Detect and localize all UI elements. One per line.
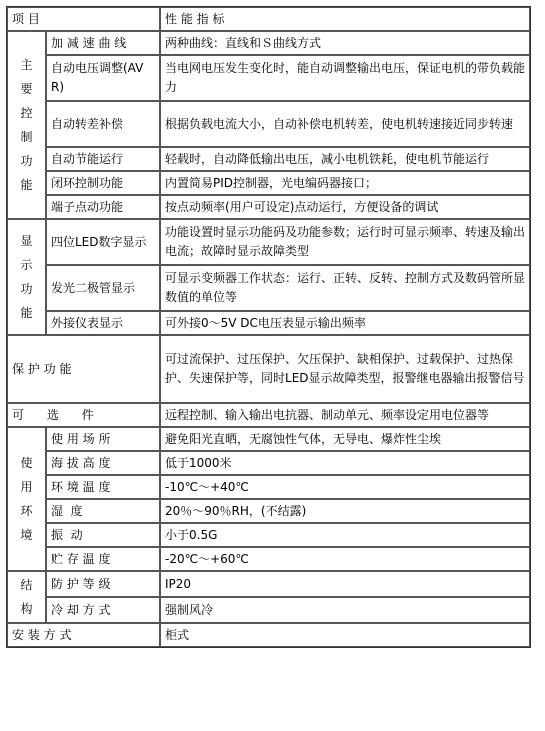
table-row [7,171,530,195]
table-row [7,427,530,451]
install-label: 安 装 方 式 [7,623,160,647]
table-row [7,403,530,427]
protection-label: 保 护 功 能 [7,335,160,403]
row-value: 当电网电压发生变化时，能自动调整输出电压，保证电机的带负载能力 [160,55,530,101]
table-row [7,451,530,475]
row-name: 自动电压调整(AVR) [46,55,160,101]
row-value: -20℃～+60℃ [160,547,530,571]
row-value: 内置简易PID控制器，光电编码器接口； [160,171,530,195]
table-row [7,219,530,265]
table-row [7,475,530,499]
group-label-structure: 结 构 [7,571,46,623]
table-row [7,335,530,403]
table-row [7,597,530,623]
spec-table [6,6,531,648]
table-row [7,147,530,171]
row-value: 两种曲线：直线和Ｓ曲线方式 [160,31,530,55]
row-name: 自动转差补偿 [46,101,160,147]
row-value: 强制风冷 [160,597,530,623]
protection-value: 可过流保护、过压保护、欠压保护、缺相保护、过载保护、过热保护、失速保护等，同时LED显示故障类型，报警继电器输出报警信号 [160,335,530,403]
row-name: 防 护 等 级 [46,571,160,597]
row-value: 根据负载电流大小，自动补偿电机转差，使电机转速接近同步转速 [160,101,530,147]
row-value: 避免阳光直晒，无腐蚀性气体，无导电、爆炸性尘埃 [160,427,530,451]
group-label-environment: 使 用 环 境 [7,427,46,571]
row-name: 外接仪表显示 [46,311,160,335]
table-row [7,499,530,523]
row-value: 可显示变频器工作状态：运行、正转、反转、控制方式及数码管所显数值的单位等 [160,265,530,311]
row-value: -10℃～+40℃ [160,475,530,499]
table-row [7,31,530,55]
row-name: 贮 存 温 度 [46,547,160,571]
row-value: 功能设置时显示功能码及功能参数；运行时可显示频率、转速及输出电流；故障时显示故障类型 [160,219,530,265]
row-name: 海 拔 高 度 [46,451,160,475]
header-spec: 性 能 指 标 [160,7,530,31]
optional-label: 可 选 件 [7,403,160,427]
row-name: 闭环控制功能 [46,171,160,195]
row-value: IP20 [160,571,530,597]
row-value: 按点动频率(用户可设定)点动运行，方便设备的调试 [160,195,530,219]
row-name: 振 动 [46,523,160,547]
table-row [7,571,530,597]
install-value: 柜式 [160,623,530,647]
table-row [7,523,530,547]
row-value: 低于1000米 [160,451,530,475]
row-name: 冷 却 方 式 [46,597,160,623]
table-row [7,101,530,147]
header-item: 项 目 [7,7,160,31]
row-name: 加 减 速 曲 线 [46,31,160,55]
row-name: 使 用 场 所 [46,427,160,451]
table-row [7,547,530,571]
group-label-main: 主 要 控 制 功 能 [7,31,46,219]
table-row [7,265,530,311]
table-row [7,311,530,335]
group-label-display: 显 示 功 能 [7,219,46,335]
row-name: 湿 度 [46,499,160,523]
table-row [7,55,530,101]
row-value: 可外接0～5V DC电压表显示输出频率 [160,311,530,335]
row-name: 端子点动功能 [46,195,160,219]
row-name: 发光二极管显示 [46,265,160,311]
row-value: 20％～90％RH，(不结露) [160,499,530,523]
row-value: 轻载时，自动降低输出电压，减小电机铁耗，使电机节能运行 [160,147,530,171]
row-name: 环 境 温 度 [46,475,160,499]
row-name: 自动节能运行 [46,147,160,171]
table-row [7,195,530,219]
row-value: 小于0.5G [160,523,530,547]
optional-value: 远程控制、输入输出电抗器、制动单元、频率设定用电位器等 [160,403,530,427]
row-name: 四位LED数字显示 [46,219,160,265]
table-row [7,623,530,647]
header-row [7,7,530,31]
